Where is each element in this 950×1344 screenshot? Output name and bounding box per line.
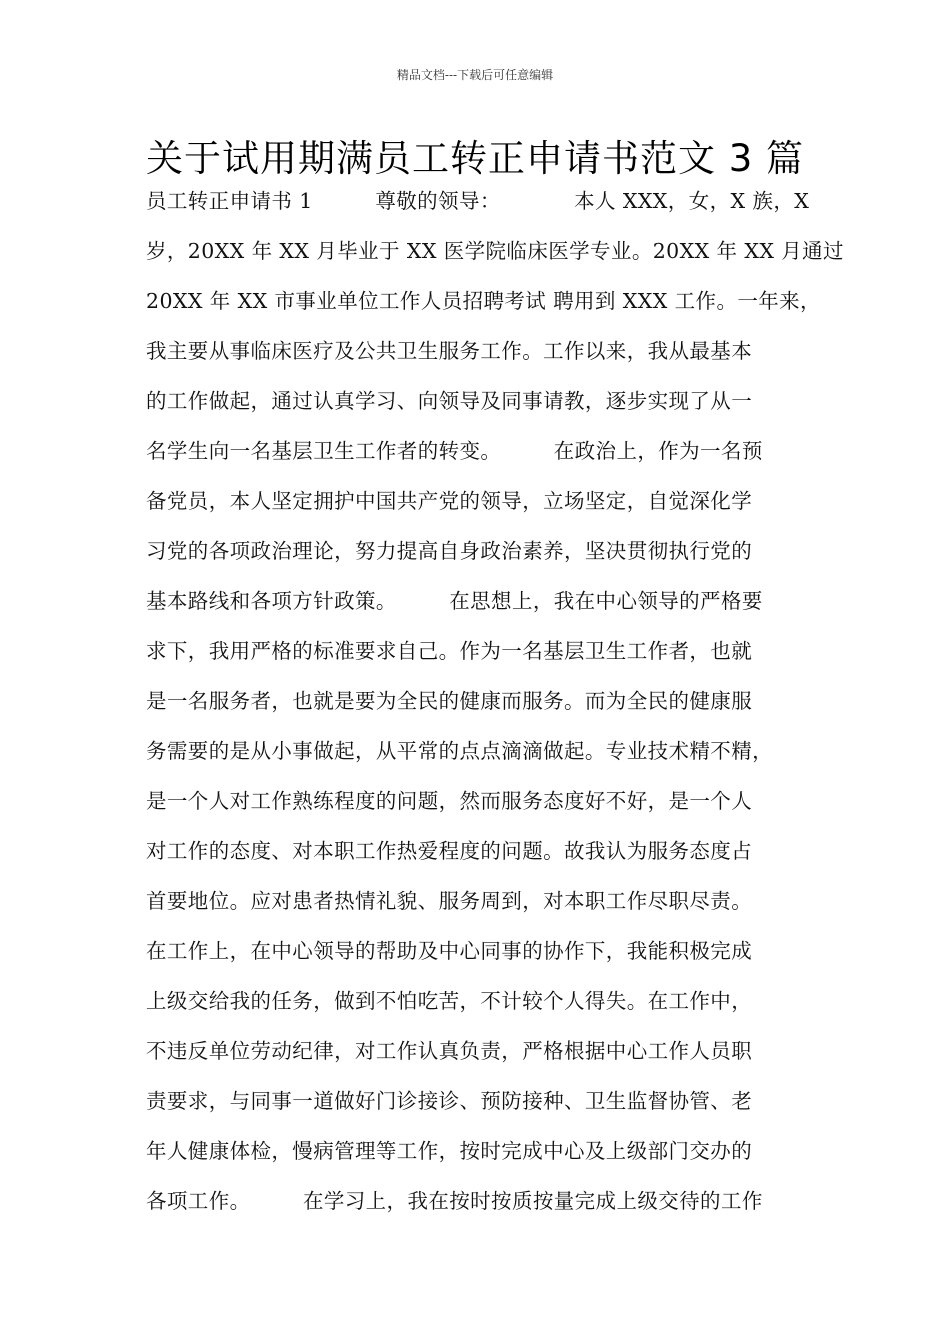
body-line: 对工作的态度、对本职工作热爱程度的问题。故我认为服务态度占 xyxy=(146,839,753,863)
body-line: 的工作做起，通过认真学习、向领导及同事请教，逐步实现了从一 xyxy=(146,389,753,413)
page-header-note: 精品文档---下载后可任意编辑 xyxy=(396,68,554,82)
body-line: 备党员，本人坚定拥护中国共产党的领导，立场坚定，自觉深化学 xyxy=(146,489,753,513)
body-line: 务需要的是从小事做起，从平常的点点滴滴做起。专业技术精不精， xyxy=(146,739,773,763)
document-body xyxy=(146,184,844,1234)
body-line: 求下，我用严格的标准要求自己。作为一名基层卫生工作者，也就 xyxy=(146,639,753,663)
body-line: 年人健康体检，慢病管理等工作，按时完成中心及上级部门交办的 xyxy=(146,1139,753,1163)
body-line: 不违反单位劳动纪律，对工作认真负责，严格根据中心工作人员职 xyxy=(146,1039,753,1063)
body-line: 首要地位。应对患者热情礼貌、服务周到，对本职工作尽职尽责。 xyxy=(146,889,753,913)
body-line: 各项工作。 在学习上，我在按时按质按量完成上级交待的工作 xyxy=(146,1189,763,1213)
body-line: 是一个人对工作熟练程度的问题，然而服务态度好不好，是一个人 xyxy=(146,789,753,813)
body-line: 岁，20XX 年 XX 月毕业于 XX 医学院临床医学专业。20XX 年 XX 月通过 xyxy=(146,239,844,263)
body-line: 上级交给我的任务，做到不怕吃苦，不计较个人得失。在工作中， xyxy=(146,989,753,1013)
body-line: 我主要从事临床医疗及公共卫生服务工作。工作以来，我从最基本 xyxy=(146,339,753,363)
body-line: 基本路线和各项方针政策。 在思想上，我在中心领导的严格要 xyxy=(146,589,763,613)
body-line: 习党的各项政治理论，努力提高自身政治素养，坚决贯彻执行党的 xyxy=(146,539,753,563)
body-line: 员工转正申请书 1 尊敬的领导： 本人 XXX，女，X 族，X xyxy=(146,189,810,213)
body-line: 在工作上，在中心领导的帮助及中心同事的协作下，我能积极完成 xyxy=(146,939,753,963)
body-line: 20XX 年 XX 市事业单位工作人员招聘考试 聘用到 XXX 工作。一年来， xyxy=(146,289,821,313)
body-line: 责要求，与同事一道做好门诊接诊、预防接种、卫生监督协管、老 xyxy=(146,1089,753,1113)
document-title: 关于试用期满员工转正申请书范文 3 篇 xyxy=(145,137,805,180)
body-line: 名学生向一名基层卫生工作者的转变。 在政治上，作为一名预 xyxy=(146,439,763,463)
body-line: 是一名服务者，也就是要为全民的健康而服务。而为全民的健康服 xyxy=(146,689,753,713)
